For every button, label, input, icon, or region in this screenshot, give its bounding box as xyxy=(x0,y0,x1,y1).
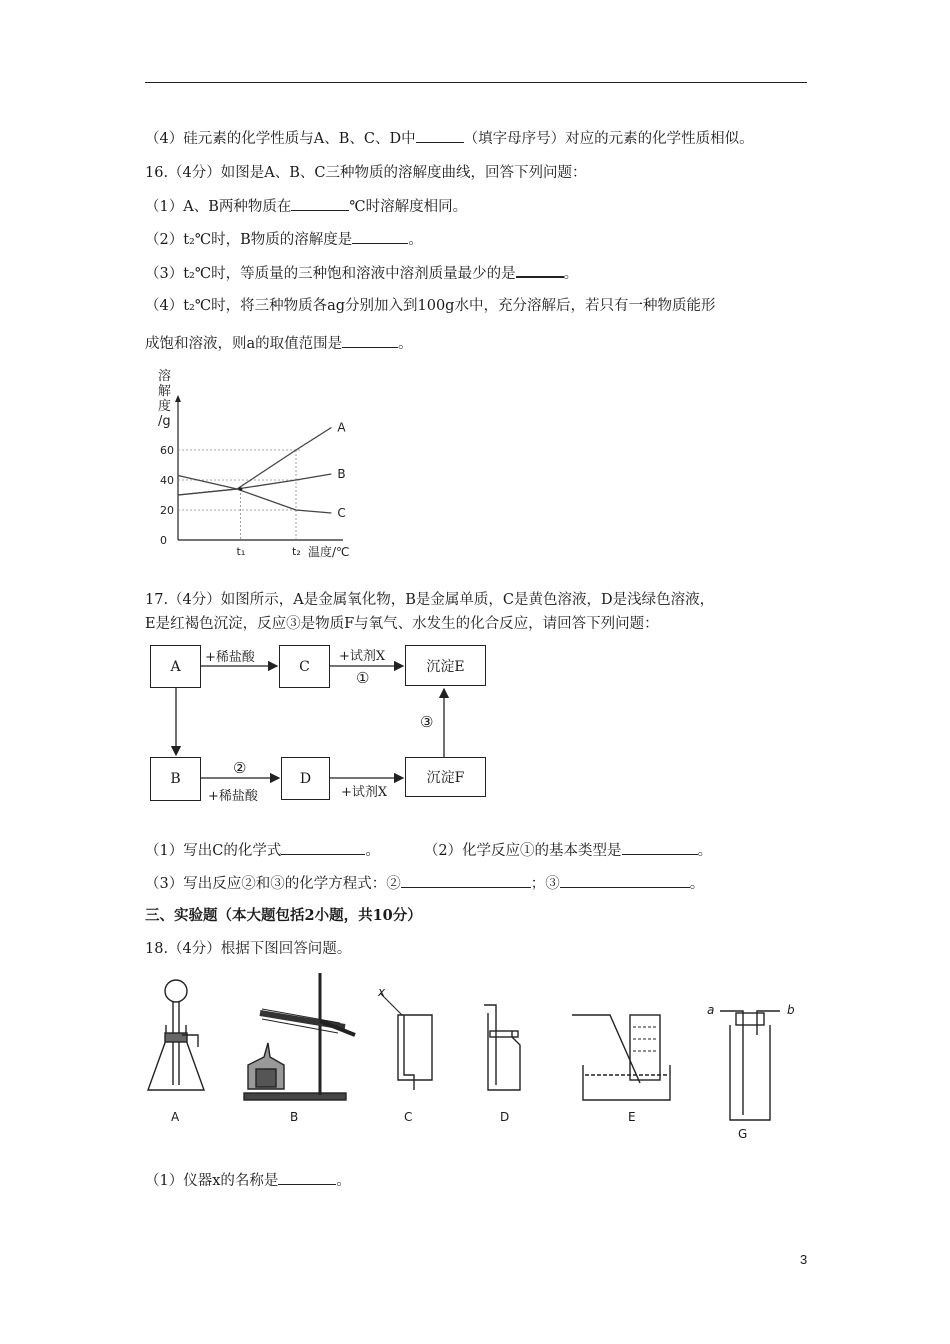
y-axis-label: /g xyxy=(158,414,171,429)
label-apparatus-c: C xyxy=(404,1110,413,1124)
q16-p4-text-end: 。 xyxy=(398,336,413,352)
q16-p1-text-end: ℃时溶解度相同。 xyxy=(349,199,468,215)
y-axis-label: 度 xyxy=(158,399,172,414)
q16-p4-text: 成饱和溶液，则a的取值范围是 xyxy=(145,336,343,352)
q17-line1: 17.（4分）如图所示，A是金属氧化物，B是金属单质，C是黄色溶液，D是浅绿色溶液， xyxy=(145,592,715,608)
answer-blank[interactable] xyxy=(278,1170,336,1185)
y-tick-label: 0 xyxy=(160,534,167,547)
label-a-c: +稀盐酸 xyxy=(205,650,255,665)
section-3-heading: 三、实验题（本大题包括2小题，共10分） xyxy=(145,907,422,924)
label-c-e-top: +试剂X xyxy=(339,649,386,664)
apparatus-c-gas-bottle xyxy=(380,993,432,1090)
q15-part4-text-end: （填字母序号）对应的元素的化学性质相似。 xyxy=(463,131,754,147)
label-b-d-top: ② xyxy=(233,759,247,777)
x-axis-label: 温度/℃ xyxy=(308,545,350,559)
answer-blank[interactable] xyxy=(401,873,531,888)
q17-p1-text: （1）写出C的化学式 xyxy=(145,843,282,859)
q17-part3 xyxy=(145,873,704,894)
box-a: A xyxy=(150,645,201,688)
q17-p3-text-end: 。 xyxy=(689,876,705,892)
label-port-b: b xyxy=(787,1003,795,1017)
q17-part1-2 xyxy=(145,840,712,861)
q18-title: 18.（4分）根据下图回答问题。 xyxy=(145,941,352,957)
q18-p1-text-end: 。 xyxy=(336,1173,351,1189)
q17-p2-text: （2）化学反应①的基本类型是 xyxy=(423,843,622,859)
answer-blank[interactable] xyxy=(622,840,698,855)
q16-p3-text-end: 。 xyxy=(563,266,579,282)
x-tick-label: t₂ xyxy=(292,545,301,558)
answer-blank[interactable] xyxy=(560,873,690,888)
apparatus-g-washing-bottle xyxy=(720,1011,780,1120)
box-d: D xyxy=(281,757,330,800)
series-A-label: A xyxy=(337,420,346,435)
q16-part4-line1: （4）t₂℃时，将三种物质各ag分别加入到100g水中，充分溶解后，若只有一种物质能形 xyxy=(145,298,716,314)
q16-p2-text-end: 。 xyxy=(408,232,423,248)
q17-p3-text-mid: ；③ xyxy=(530,876,560,892)
label-c-e-bottom: ① xyxy=(356,669,370,687)
label-apparatus-g: G xyxy=(738,1127,748,1141)
label-d-f: +试剂X xyxy=(341,785,388,800)
apparatus-e-water-trough xyxy=(572,1015,670,1100)
q16-title: 16.（4分）如图是A、B、C三种物质的溶解度曲线，回答下列问题： xyxy=(145,165,587,181)
apparatus-d-collection-bottle xyxy=(484,1005,520,1090)
y-tick-label: 40 xyxy=(160,474,174,487)
label-f-e: ③ xyxy=(420,713,434,731)
box-c: C xyxy=(279,645,330,688)
label-apparatus-b: B xyxy=(290,1110,299,1124)
label-port-a: a xyxy=(707,1003,715,1017)
q16-p3-text: （3）t₂℃时，等质量的三种饱和溶液中溶剂质量最少的是 xyxy=(145,266,516,282)
y-tick-label: 20 xyxy=(160,504,174,517)
q17-p3-text: （3）写出反应②和③的化学方程式：② xyxy=(145,876,401,892)
answer-blank[interactable] xyxy=(281,840,365,855)
label-instrument-x: x xyxy=(378,985,386,999)
apparatus-figure xyxy=(140,965,820,1145)
box-b: B xyxy=(150,757,201,801)
apparatus-b-heating-setup xyxy=(244,973,355,1100)
q17-line2: E是红褐色沉淀，反应③是物质F与氧气、水发生的化合反应，请回答下列问题： xyxy=(145,616,659,632)
label-apparatus-a: A xyxy=(171,1110,180,1124)
q15-part4-text: （4）硅元素的化学性质与A、B、C、D中 xyxy=(145,131,416,147)
q18-p1-text: （1）仪器x的名称是 xyxy=(145,1173,279,1189)
label-apparatus-e: E xyxy=(628,1110,636,1124)
series-C-label: C xyxy=(337,506,346,520)
y-axis-label: 解 xyxy=(158,384,172,399)
q17-p1-text-end: 。 xyxy=(365,843,380,859)
box-f: 沉淀F xyxy=(405,757,486,797)
q16-p1-text: （1）A、B两种物质在 xyxy=(145,199,292,215)
y-axis-label: 溶 xyxy=(158,369,172,384)
box-e: 沉淀E xyxy=(405,645,486,686)
label-b-d-bottom: +稀盐酸 xyxy=(208,789,258,804)
x-tick-label: t₁ xyxy=(236,545,246,558)
q17-p2-text-end: 。 xyxy=(697,843,713,859)
q18-part1 xyxy=(145,1170,351,1191)
label-apparatus-d: D xyxy=(500,1110,510,1124)
y-tick-label: 60 xyxy=(160,444,174,457)
apparatus-a-conical-flask xyxy=(148,980,204,1090)
page-number: 3 xyxy=(800,1252,808,1267)
series-B-label: B xyxy=(337,467,346,481)
q16-p2-text: （2）t₂℃时，B物质的溶解度是 xyxy=(145,232,353,248)
